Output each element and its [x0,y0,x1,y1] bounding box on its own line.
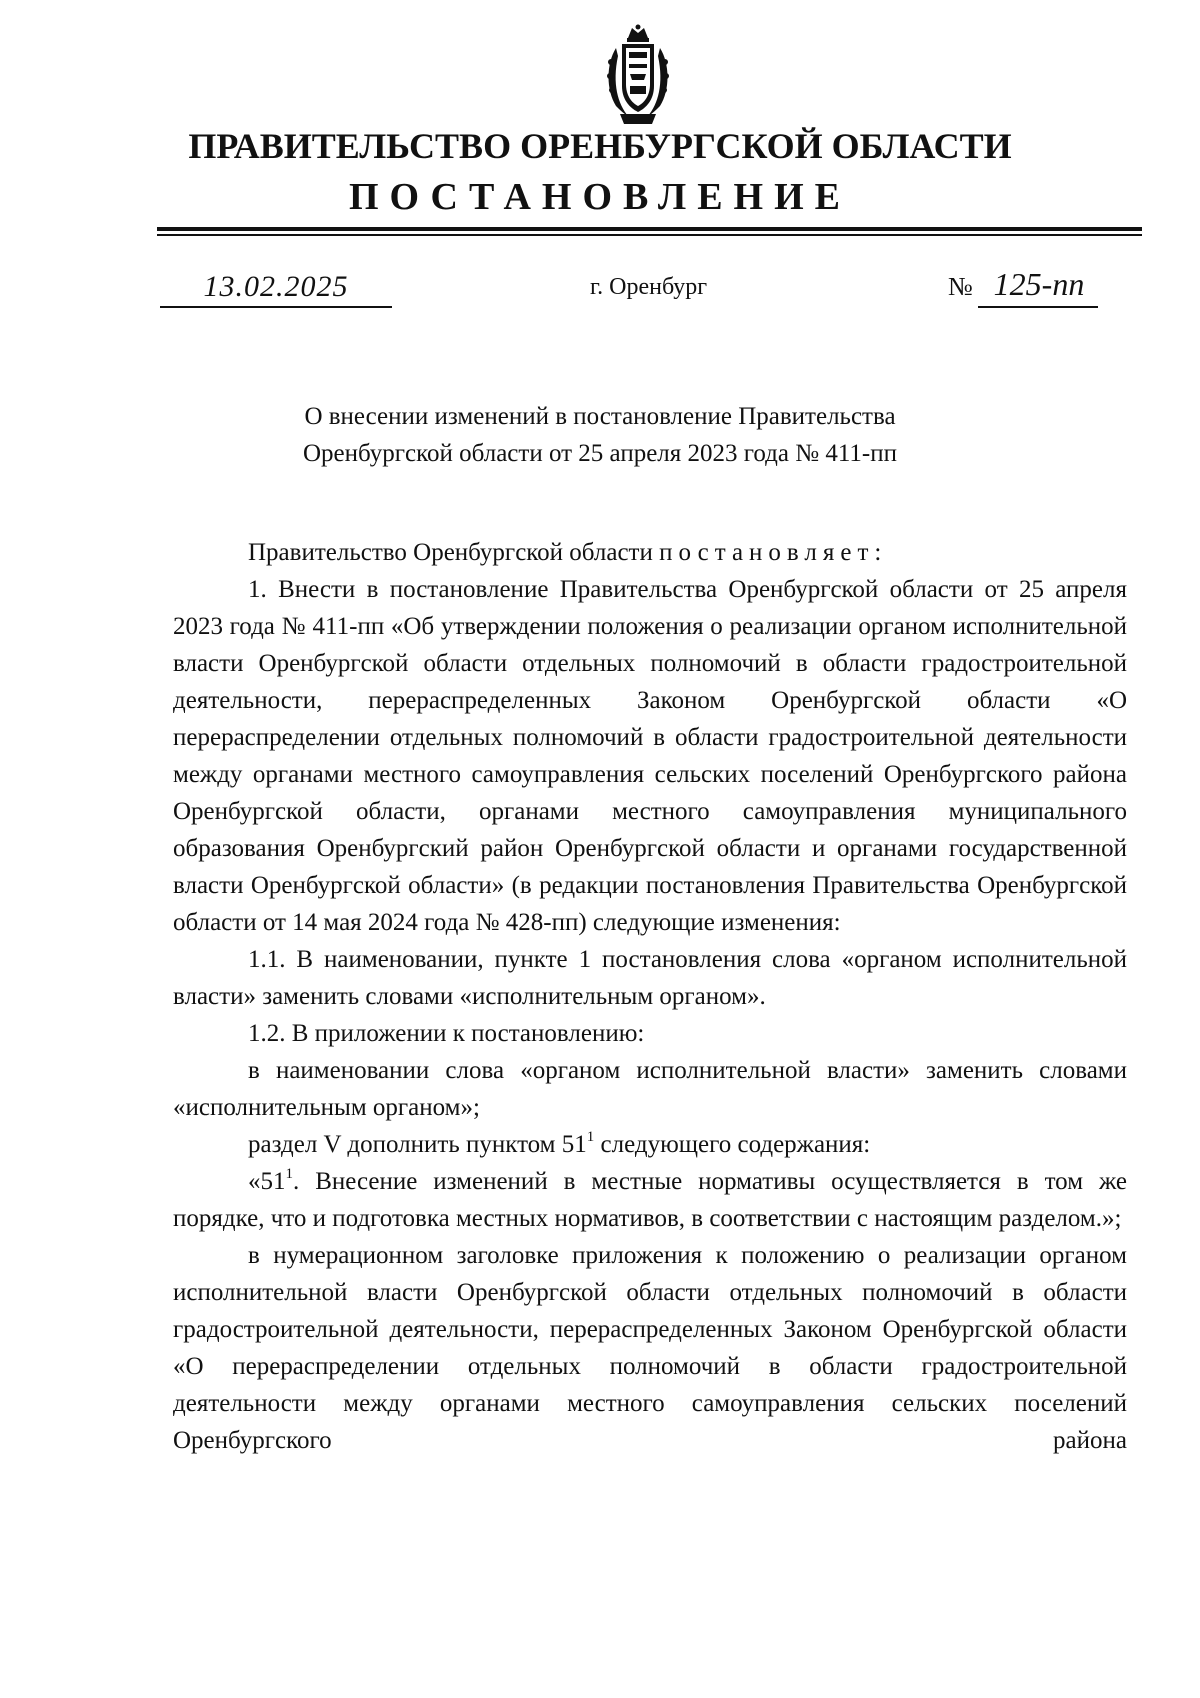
document-type: ПОСТАНОВЛЕНИЕ [348,176,852,218]
section-superscript: 1 [586,1129,595,1145]
paragraph-1-2: 1.2. В приложении к постановлению: [248,1020,645,1047]
paragraph-numbering-heading: в нумерационном заголовке приложения к положению о реализации органом исполнительной власти Оренбургской области отдельных полномочий в области градостроительной деятельности, перераспределенных Законом Оренбургской области «О перераспределении отдельных полномочий в области градостроительной деятельности между органами местного самоуправления сельских поселений Оренбургского района [173,1242,1127,1454]
paragraph-1-1: 1.1. В наименовании, пункте 1 постановления слова «органом исполнительной власти» заменить словами «исполнительным органом». [173,946,1127,1010]
preamble-start: Правительство Оренбургской области [248,539,660,566]
organization-title: ПРАВИТЕЛЬСТВО ОРЕНБУРГСКОЙ ОБЛАСТИ [188,126,1012,166]
quote-text-start: «51 [248,1168,286,1195]
header-rule-thin [157,234,1142,236]
subject-line-1: О внесении изменений в постановление Правительства [304,403,896,430]
number-label: № [948,272,973,301]
document-number: 125-пп [993,266,1085,302]
coat-of-arms-emblem [602,24,674,128]
header-rule-thick [157,227,1142,231]
quote-text-end: . Внесение изменений в местные нормативы осуществляется в том же порядке, что и подготовка местных нормативов, в соответствии с настоящим разделом.»; [173,1168,1127,1232]
paragraph-section-v [173,1126,1127,1163]
city-name: г. Оренбург [590,274,708,300]
section-text-start: раздел V дополнить пунктом 51 [248,1131,587,1158]
document-subject [0,398,1200,472]
number-underline [978,306,1098,308]
preamble-verb: постановляет [659,539,875,566]
preamble [173,534,1127,571]
document-date: 13.02.2025 [203,270,349,303]
paragraph-name-change: в наименовании слова «органом исполнительной власти» заменить словами «исполнительным органом»; [173,1057,1127,1121]
paragraph-1: 1. Внести в постановление Правительства Оренбургской области от 25 апреля 2023 года № 411-пп «Об утверждении положения о реализации органом исполнительной власти Оренбургской области отдельных полномочий в области градостроительной деятельности, перераспределенных Законом Оренбургской области «О перераспределении отдельных полномочий в области градостроительной деятельности между органами местного самоуправления сельских поселений Оренбургского района Оренбургской области, органами местного самоуправления муниципального образования Оренбургский район Оренбургской области и органами государственной власти Оренбургской области» (в редакции постановления Правительства Оренбургской области от 14 мая 2024 года № 428-пп) следующие изменения: [173,576,1127,936]
date-underline [160,306,392,308]
preamble-end: : [874,539,882,566]
paragraph-quote [173,1163,1127,1237]
document-body [173,534,1127,1459]
section-text-end: следующего содержания: [594,1131,871,1158]
quote-superscript: 1 [285,1166,293,1182]
subject-line-2: Оренбургской области от 25 апреля 2023 года № 411-пп [302,440,898,467]
